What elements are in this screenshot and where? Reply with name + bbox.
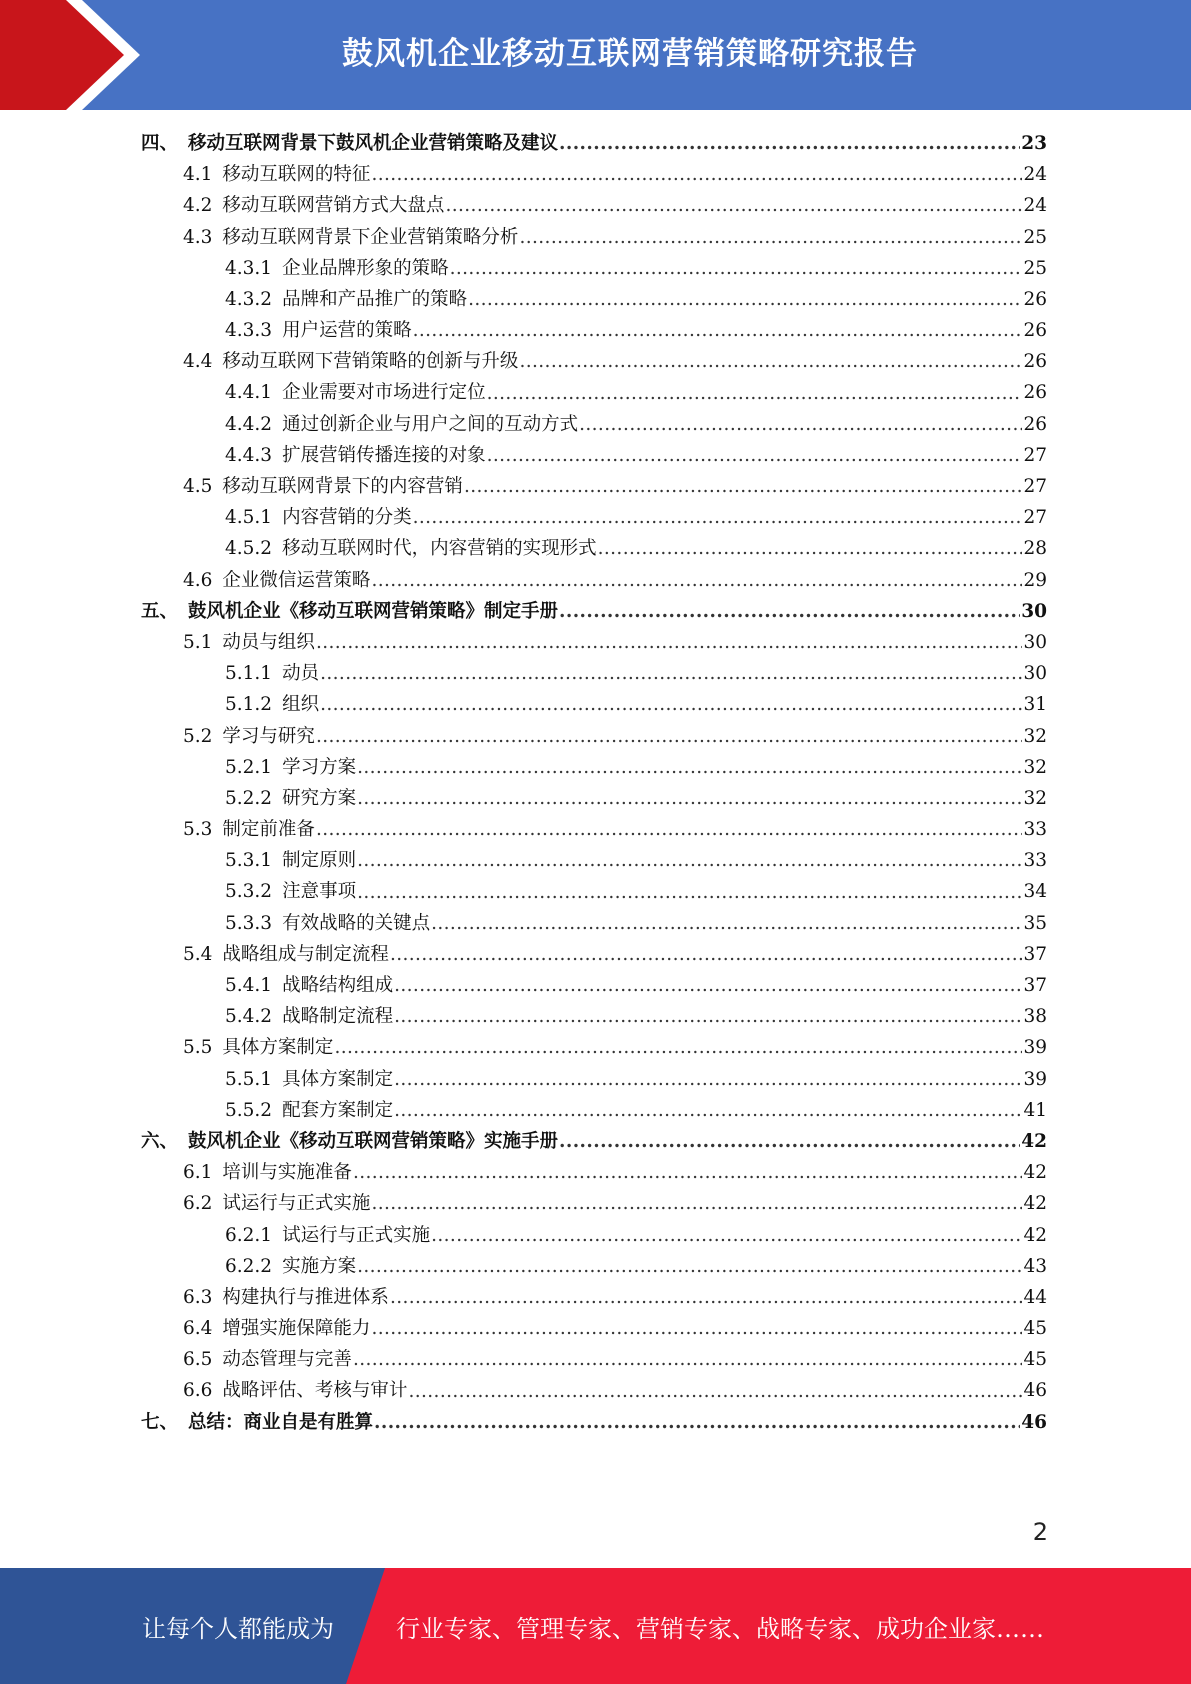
toc-entry-number: 4.5.2 <box>225 538 273 560</box>
toc-entry-title: 增强实施保障能力 <box>222 1318 371 1340</box>
toc-entry[interactable] <box>141 1001 1047 1032</box>
toc-dot-leader <box>371 565 1022 596</box>
toc-dot-leader <box>357 752 1022 783</box>
toc-entry-title: 品牌和产品推广的策略 <box>282 288 468 310</box>
toc-entry-number: 5.2.1 <box>225 756 273 778</box>
toc-dot-leader <box>394 970 1022 1001</box>
toc-entry-title: 移动互联网的特征 <box>222 164 371 186</box>
toc-entry[interactable] <box>141 565 1047 596</box>
toc-entry[interactable] <box>141 1032 1047 1063</box>
toc-entry-page: 45 <box>1023 1349 1047 1371</box>
toc-entry[interactable] <box>141 908 1047 939</box>
toc-entry-page: 30 <box>1023 663 1047 685</box>
toc-entry-title: 总结：商业自是有胜算 <box>188 1411 374 1433</box>
toc-entry-number: 5.4.1 <box>225 975 273 997</box>
toc-entry[interactable] <box>141 1095 1047 1126</box>
toc-entry-title: 有效战略的关键点 <box>282 912 431 934</box>
footer-slogan-right: 行业专家、管理专家、营销专家、战略专家、成功企业家…… <box>396 1614 1044 1643</box>
toc-dot-leader <box>519 222 1022 253</box>
toc-entry-page: 44 <box>1023 1286 1047 1308</box>
toc-entry-number: 四、 <box>141 132 179 154</box>
toc-entry-number: 6.2.2 <box>225 1255 273 1277</box>
toc-entry[interactable] <box>141 596 1047 627</box>
toc-entry-page: 34 <box>1023 881 1047 903</box>
toc-entry-number: 5.3.3 <box>225 912 273 934</box>
toc-entry-title: 动员与组织 <box>222 631 315 653</box>
toc-entry[interactable] <box>141 1188 1047 1219</box>
toc-entry[interactable] <box>141 658 1047 689</box>
toc-entry-title: 具体方案制定 <box>222 1037 334 1059</box>
toc-entry[interactable] <box>141 440 1047 471</box>
toc-entry-page: 27 <box>1023 444 1047 466</box>
toc-dot-leader <box>598 533 1023 564</box>
toc-entry-title: 移动互联网背景下鼓风机企业营销策略及建议 <box>188 132 559 154</box>
toc-dot-leader <box>394 1064 1022 1095</box>
toc-entry-number: 4.4 <box>183 351 213 373</box>
toc-entry-title: 学习与研究 <box>222 725 315 747</box>
toc-entry[interactable] <box>141 471 1047 502</box>
toc-entry[interactable] <box>141 284 1047 315</box>
toc-entry-page: 30 <box>1023 631 1047 653</box>
toc-entry-number: 4.4.2 <box>225 413 273 435</box>
toc-entry-number: 5.3.2 <box>225 881 273 903</box>
toc-entry-page: 32 <box>1023 756 1047 778</box>
toc-entry[interactable] <box>141 627 1047 658</box>
toc-entry-number: 4.3 <box>183 226 213 248</box>
toc-entry-page: 31 <box>1023 694 1047 716</box>
toc-entry-title: 具体方案制定 <box>282 1068 394 1090</box>
toc-dot-leader <box>431 908 1022 939</box>
toc-entry-title: 培训与实施准备 <box>222 1162 352 1184</box>
toc-entry-number: 6.2 <box>183 1193 213 1215</box>
toc-entry-title: 学习方案 <box>282 756 357 778</box>
toc-entry-page: 41 <box>1023 1099 1047 1121</box>
toc-dot-leader <box>357 1251 1022 1282</box>
toc-entry-page: 38 <box>1023 1006 1047 1028</box>
toc-entry-title: 制定前准备 <box>222 819 315 841</box>
toc-dot-leader <box>316 814 1023 845</box>
toc-entry-page: 39 <box>1023 1037 1047 1059</box>
toc-dot-leader <box>559 128 1020 159</box>
toc-dot-leader <box>320 689 1022 720</box>
toc-entry[interactable] <box>141 409 1047 440</box>
toc-entry-page: 27 <box>1023 507 1047 529</box>
table-of-contents <box>141 128 1047 1438</box>
toc-entry-page: 24 <box>1023 164 1047 186</box>
page-header <box>0 0 1191 110</box>
toc-entry-number: 4.1 <box>183 164 213 186</box>
toc-entry-page: 26 <box>1023 351 1047 373</box>
toc-dot-leader <box>357 877 1022 908</box>
toc-entry-number: 6.1 <box>183 1162 213 1184</box>
toc-entry-number: 5.1 <box>183 631 213 653</box>
toc-entry-title: 注意事项 <box>282 881 357 903</box>
toc-entry[interactable] <box>141 128 1047 159</box>
toc-dot-leader <box>334 1032 1022 1063</box>
toc-entry[interactable] <box>141 1126 1047 1157</box>
toc-dot-leader <box>374 1407 1020 1438</box>
toc-entry-number: 七、 <box>141 1411 179 1433</box>
toc-entry[interactable] <box>141 253 1047 284</box>
toc-entry-page: 26 <box>1023 288 1047 310</box>
toc-entry-title: 移动互联网背景下企业营销策略分析 <box>222 226 519 248</box>
toc-entry-number: 五、 <box>141 600 179 622</box>
toc-entry-number: 4.3.3 <box>225 320 273 342</box>
toc-dot-leader <box>371 1188 1022 1219</box>
toc-entry-page: 29 <box>1023 569 1047 591</box>
toc-entry-title: 战略评估、考核与审计 <box>222 1380 408 1402</box>
toc-entry-number: 5.5.1 <box>225 1068 273 1090</box>
toc-entry-title: 配套方案制定 <box>282 1099 394 1121</box>
toc-entry-page: 42 <box>1023 1193 1047 1215</box>
toc-entry-page: 46 <box>1021 1411 1047 1433</box>
toc-entry-title: 移动互联网营销方式大盘点 <box>222 195 445 217</box>
page-footer <box>0 1568 1191 1684</box>
toc-entry[interactable] <box>141 939 1047 970</box>
toc-dot-leader <box>357 845 1022 876</box>
toc-entry-number: 6.6 <box>183 1380 213 1402</box>
toc-entry-title: 战略制定流程 <box>282 1006 394 1028</box>
toc-entry[interactable] <box>141 346 1047 377</box>
toc-entry-page: 28 <box>1023 538 1047 560</box>
toc-entry[interactable] <box>141 222 1047 253</box>
toc-entry-title: 鼓风机企业《移动互联网营销策略》制定手册 <box>188 600 559 622</box>
toc-entry-title: 通过创新企业与用户之间的互动方式 <box>282 413 579 435</box>
toc-dot-leader <box>320 658 1022 689</box>
toc-entry-page: 26 <box>1023 413 1047 435</box>
toc-entry-page: 24 <box>1023 195 1047 217</box>
toc-entry-page: 43 <box>1023 1255 1047 1277</box>
toc-entry[interactable] <box>141 190 1047 221</box>
toc-entry-title: 组织 <box>282 694 320 716</box>
toc-entry-page: 45 <box>1023 1318 1047 1340</box>
toc-entry-page: 39 <box>1023 1068 1047 1090</box>
toc-entry[interactable] <box>141 752 1047 783</box>
toc-entry-title: 构建执行与推进体系 <box>222 1286 389 1308</box>
toc-entry-number: 4.2 <box>183 195 213 217</box>
toc-entry-title: 动员 <box>282 663 320 685</box>
toc-entry-number: 4.6 <box>183 569 213 591</box>
toc-entry-number: 六、 <box>141 1130 179 1152</box>
toc-entry[interactable] <box>141 1407 1047 1438</box>
toc-entry-title: 实施方案 <box>282 1255 357 1277</box>
toc-entry-title: 制定原则 <box>282 850 357 872</box>
toc-entry[interactable] <box>141 159 1047 190</box>
toc-dot-leader <box>450 253 1023 284</box>
toc-entry-number: 4.3.1 <box>225 257 273 279</box>
toc-entry-number: 4.4.3 <box>225 444 273 466</box>
toc-entry-title: 试运行与正式实施 <box>222 1193 371 1215</box>
toc-entry-title: 扩展营销传播连接的对象 <box>282 444 486 466</box>
toc-dot-leader <box>353 1344 1023 1375</box>
toc-entry-number: 5.3.1 <box>225 850 273 872</box>
toc-entry-title: 内容营销的分类 <box>282 507 412 529</box>
toc-entry[interactable] <box>141 1313 1047 1344</box>
toc-entry[interactable] <box>141 1220 1047 1251</box>
toc-entry-page: 26 <box>1023 382 1047 404</box>
toc-entry[interactable] <box>141 378 1047 409</box>
toc-dot-leader <box>413 502 1023 533</box>
toc-entry[interactable] <box>141 845 1047 876</box>
page-number: 2 <box>1032 1518 1048 1546</box>
toc-dot-leader <box>394 1095 1022 1126</box>
toc-entry-title: 移动互联网背景下的内容营销 <box>222 476 463 498</box>
toc-entry-number: 5.1.1 <box>225 663 273 685</box>
toc-entry-title: 企业品牌形象的策略 <box>282 257 449 279</box>
toc-dot-leader <box>357 783 1022 814</box>
toc-dot-leader <box>468 284 1022 315</box>
toc-entry-page: 46 <box>1023 1380 1047 1402</box>
toc-entry-page: 27 <box>1023 476 1047 498</box>
toc-entry-number: 5.2.2 <box>225 787 273 809</box>
toc-dot-leader <box>445 190 1022 221</box>
toc-entry-page: 23 <box>1021 132 1047 154</box>
toc-dot-leader <box>353 1157 1023 1188</box>
toc-dot-leader <box>394 1001 1022 1032</box>
toc-entry[interactable] <box>141 1064 1047 1095</box>
toc-entry-title: 研究方案 <box>282 787 357 809</box>
toc-entry-page: 30 <box>1021 600 1047 622</box>
toc-dot-leader <box>487 378 1023 409</box>
toc-entry-number: 4.5 <box>183 476 213 498</box>
toc-entry-title: 试运行与正式实施 <box>282 1224 431 1246</box>
toc-entry-number: 6.3 <box>183 1286 213 1308</box>
toc-entry-page: 33 <box>1023 850 1047 872</box>
toc-entry-title: 用户运营的策略 <box>282 320 412 342</box>
toc-entry-page: 35 <box>1023 912 1047 934</box>
toc-entry-page: 25 <box>1023 257 1047 279</box>
toc-entry-title: 企业需要对市场进行定位 <box>282 382 486 404</box>
toc-entry[interactable] <box>141 721 1047 752</box>
toc-entry-page: 37 <box>1023 943 1047 965</box>
toc-entry-number: 4.5.1 <box>225 507 273 529</box>
toc-entry[interactable] <box>141 315 1047 346</box>
toc-dot-leader <box>371 1313 1022 1344</box>
toc-entry-number: 4.3.2 <box>225 288 273 310</box>
toc-entry-page: 32 <box>1023 787 1047 809</box>
toc-dot-leader <box>408 1376 1022 1407</box>
toc-entry-number: 5.5.2 <box>225 1099 273 1121</box>
toc-entry-title: 移动互联网时代，内容营销的实现形式 <box>282 538 597 560</box>
toc-dot-leader <box>371 159 1022 190</box>
toc-entry-page: 42 <box>1021 1130 1047 1152</box>
toc-dot-leader <box>316 627 1023 658</box>
toc-entry-page: 37 <box>1023 975 1047 997</box>
toc-entry[interactable] <box>141 1157 1047 1188</box>
toc-entry-number: 6.5 <box>183 1349 213 1371</box>
toc-entry-title: 战略组成与制定流程 <box>222 943 389 965</box>
toc-entry-number: 6.2.1 <box>225 1224 273 1246</box>
toc-entry[interactable] <box>141 1251 1047 1282</box>
toc-entry-page: 42 <box>1023 1162 1047 1184</box>
toc-dot-leader <box>559 596 1020 627</box>
toc-entry-number: 5.5 <box>183 1037 213 1059</box>
toc-dot-leader <box>390 1282 1023 1313</box>
toc-dot-leader <box>464 471 1023 502</box>
toc-entry-title: 企业微信运营策略 <box>222 569 371 591</box>
toc-entry[interactable] <box>141 783 1047 814</box>
toc-entry[interactable] <box>141 877 1047 908</box>
toc-entry[interactable] <box>141 814 1047 845</box>
toc-entry-number: 5.2 <box>183 725 213 747</box>
toc-entry-number: 5.4.2 <box>225 1006 273 1028</box>
toc-entry-page: 32 <box>1023 725 1047 747</box>
toc-entry[interactable] <box>141 970 1047 1001</box>
toc-dot-leader <box>519 346 1022 377</box>
toc-entry[interactable] <box>141 1376 1047 1407</box>
toc-entry-number: 6.4 <box>183 1318 213 1340</box>
toc-entry[interactable] <box>141 689 1047 720</box>
footer-slogan-left: 让每个人都能成为 <box>142 1614 334 1643</box>
toc-dot-leader <box>431 1220 1022 1251</box>
toc-entry-page: 33 <box>1023 819 1047 841</box>
toc-dot-leader <box>559 1126 1020 1157</box>
toc-dot-leader <box>579 409 1022 440</box>
toc-dot-leader <box>413 315 1023 346</box>
toc-entry[interactable] <box>141 1282 1047 1313</box>
toc-entry-title: 鼓风机企业《移动互联网营销策略》实施手册 <box>188 1130 559 1152</box>
toc-entry-page: 25 <box>1023 226 1047 248</box>
toc-entry-number: 5.1.2 <box>225 694 273 716</box>
toc-dot-leader <box>390 939 1023 970</box>
toc-entry[interactable] <box>141 502 1047 533</box>
toc-entry-number: 5.3 <box>183 819 213 841</box>
toc-entry[interactable] <box>141 1344 1047 1375</box>
toc-entry-title: 战略结构组成 <box>282 975 394 997</box>
toc-entry[interactable] <box>141 533 1047 564</box>
toc-entry-number: 4.4.1 <box>225 382 273 404</box>
toc-entry-page: 42 <box>1023 1224 1047 1246</box>
toc-entry-title: 动态管理与完善 <box>222 1349 352 1371</box>
toc-entry-number: 5.4 <box>183 943 213 965</box>
toc-entry-title: 移动互联网下营销策略的创新与升级 <box>222 351 519 373</box>
toc-entry-page: 26 <box>1023 320 1047 342</box>
toc-dot-leader <box>487 440 1023 471</box>
document-title: 鼓风机企业移动互联网营销策略研究报告 <box>342 35 918 72</box>
toc-dot-leader <box>316 721 1023 752</box>
